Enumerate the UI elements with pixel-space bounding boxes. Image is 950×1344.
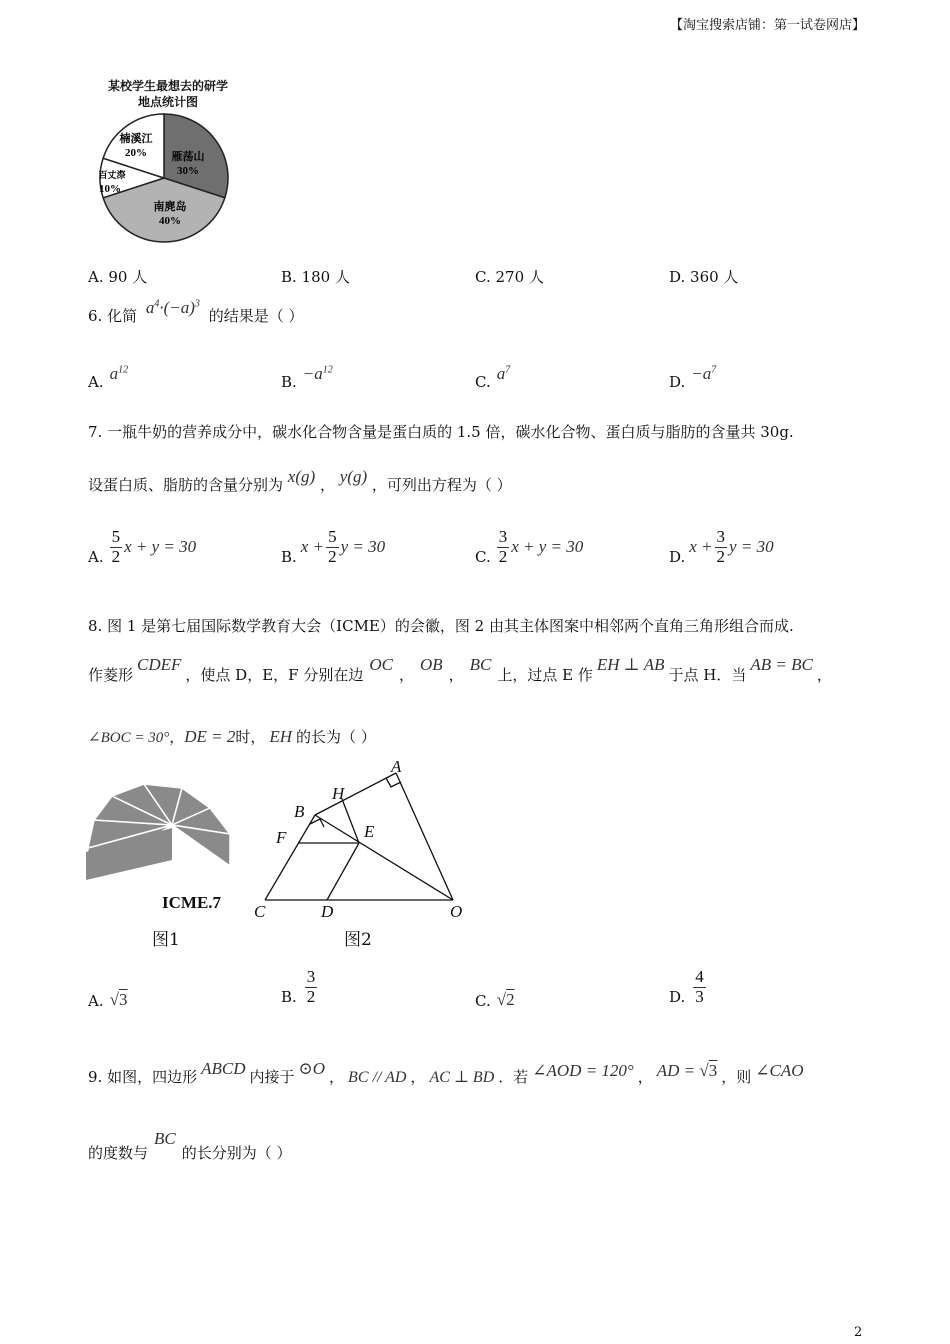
q8-option-b[interactable]: B. $\frac{3}{2}$ [281, 967, 316, 1007]
q8-line1: 8. 图 1 是第七届国际数学教育大会（ICME）的会徽，图 2 由其主体图案中相邻两个直角三角形组合而成. [88, 617, 794, 635]
segment-bo [315, 815, 453, 900]
q8-eh: EH [269, 727, 293, 746]
q8-option-d[interactable]: D. $\frac{4}{3}$ [669, 967, 704, 1007]
q7-option-c[interactable]: C. $\frac{3}{2}$ x + y = 30 [475, 527, 584, 567]
q9-line1: 9. 如图，四边形 ABCD 内接于 ⊙O ， BC // AD ， AC ⊥ BD ．若 ∠AOD = 120° ， AD = √3 ，则 ∠CAO [88, 1059, 804, 1086]
label-d: D [321, 902, 334, 921]
q8-de-eq-2: DE = 2 [184, 727, 236, 746]
pie-percent-2: 10% [99, 183, 121, 195]
figure-2-geometry [250, 755, 475, 925]
pie-label-2: 百丈漈 [98, 170, 126, 180]
q9-ad-length: AD = √3 [656, 1061, 718, 1080]
q7-var-y: y(g) [339, 467, 368, 486]
label-b: B [294, 802, 305, 821]
q7-line2-suffix: ，可列出方程为（ ） [371, 476, 512, 494]
header-watermark: 【淘宝搜索店铺：第一试卷网店】 [670, 18, 866, 33]
q8-option-a[interactable]: A. √3 [88, 990, 128, 1010]
q9-line2: 的度数与BC的长分别为（ ） [88, 1129, 292, 1162]
segment-cb [265, 815, 315, 900]
pie-percent-1: 40% [159, 215, 181, 227]
q9-arc-bc: BC [154, 1129, 176, 1148]
q5-option-c[interactable]: C. 270 人 [475, 268, 544, 286]
q6-option-c[interactable]: C. $a^7$ [475, 364, 511, 391]
figure-1-label: 图1 [152, 930, 180, 950]
pie-chart-title [88, 78, 248, 110]
q9-circle-o: ⊙O [298, 1059, 326, 1078]
q7-line1: 7. 一瓶牛奶的营养成分中，碳水化合物含量是蛋白质的 1.5 倍，碳水化合物、蛋白质与脂肪的含量共 30g. [88, 423, 794, 441]
q7-option-d[interactable]: D. x + $\frac{3}{2}$ y = 30 [669, 527, 774, 567]
q8-rhombus-name: CDEF [137, 655, 182, 674]
q8-ab-eq-bc: AB = BC [750, 655, 813, 674]
q8-side-oc: OC [369, 655, 393, 674]
q7-comma: ， [319, 476, 335, 494]
pie-label-0: 雁荡山 [171, 151, 205, 163]
q6-option-d[interactable]: D. $-a^7$ [669, 364, 717, 391]
q6-expression: $a^4\cdot(-a)^3$ [145, 298, 200, 317]
q5-option-b[interactable]: B. 180 人 [281, 268, 350, 286]
q7-option-b[interactable]: B. x + $\frac{5}{2}$ y = 30 [281, 527, 386, 567]
pie-label-3: 楠溪江 [119, 133, 153, 145]
segment-ao [396, 773, 453, 900]
q6-suffix: 的结果是（ ） [208, 307, 304, 325]
pie-label-1: 南麂岛 [153, 201, 187, 213]
q9-ac-perp-bd: AC ⊥ BD [429, 1069, 495, 1086]
q8-angle-boc: ∠BOC = 30° [88, 730, 170, 746]
q7-line2 [88, 467, 512, 495]
q8-side-ob: OB [419, 655, 443, 674]
label-o: O [450, 902, 463, 921]
q8-side-bc: BC [469, 655, 492, 674]
icme-caption: ICME.7 [162, 893, 222, 912]
pie-percent-3: 20% [125, 147, 147, 159]
q6-option-a[interactable]: A. $a^{12}$ [88, 364, 129, 391]
label-h: H [332, 784, 345, 803]
label-f: F [276, 828, 287, 847]
pie-title-line2: 地点统计图 [137, 95, 198, 109]
pie-title-line1: 某校学生最想去的研学 [107, 79, 228, 93]
q7-var-x: x(g) [287, 467, 316, 486]
q6-prefix: 6. 化简 [88, 307, 138, 325]
q6-option-b[interactable]: B. $-a^{12}$ [281, 364, 333, 391]
q9-bc-parallel-ad: BC // AD [348, 1069, 407, 1086]
icme-emblem [82, 780, 242, 895]
q6-question [88, 298, 304, 326]
segment-ed [327, 843, 359, 900]
segment-ba [315, 773, 396, 815]
q9-angle-aod: ∠AOD = 120° [532, 1061, 634, 1080]
q8-perp-eh-ab: EH ⊥ AB [596, 655, 665, 674]
pie-chart [98, 112, 238, 252]
q7-line2-prefix: 设蛋白质、脂肪的含量分别为 [88, 476, 284, 494]
pie-percent-0: 30% [177, 165, 199, 177]
page-number: 2 [854, 1325, 863, 1340]
q8-line3: ∠BOC = 30°，DE = 2时， EH 的长为（ ） [88, 727, 376, 746]
q7-option-a[interactable]: A. $\frac{5}{2}$ x + y = 30 [88, 527, 197, 567]
q8-line2: 作菱形CDEF，使点 D，E，F 分别在边OC，OB，BC上，过点 E 作EH ⊥ AB于点 H．当AB = BC， [88, 655, 832, 684]
q5-option-d[interactable]: D. 360 人 [669, 268, 739, 286]
q9-quadrilateral: ABCD [201, 1059, 246, 1078]
q8-option-c[interactable]: C. √2 [475, 990, 515, 1010]
figure-2-label: 图2 [344, 930, 372, 950]
label-e: E [364, 822, 375, 841]
q5-option-a[interactable]: A. 90 人 [88, 268, 148, 286]
label-c: C [254, 902, 266, 921]
q9-angle-cao: ∠CAO [755, 1061, 804, 1080]
label-a: A [391, 757, 402, 776]
